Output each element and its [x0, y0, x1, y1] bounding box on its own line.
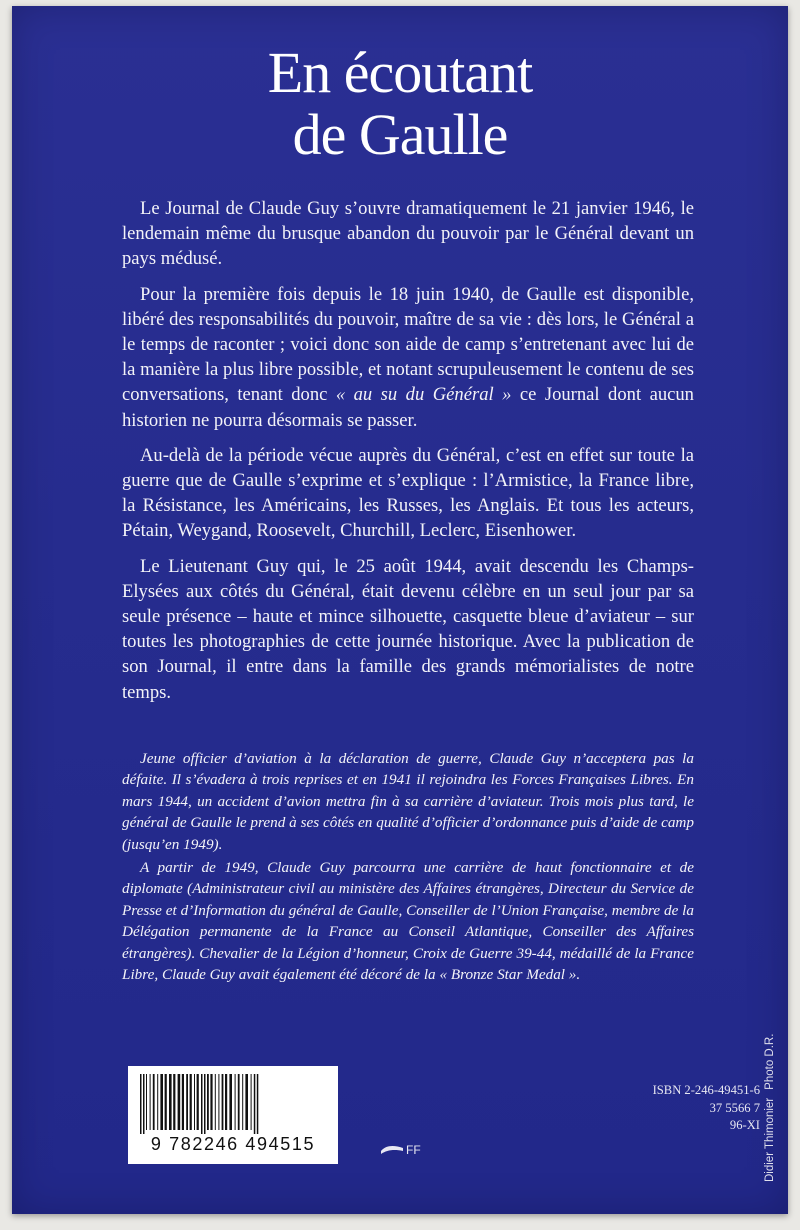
barcode-bar: [157, 1074, 158, 1130]
barcode-bar: [146, 1074, 147, 1130]
barcode-bar: [245, 1074, 248, 1130]
barcode-bar: [160, 1074, 163, 1130]
book-back-cover: [12, 6, 788, 1214]
publisher-logo-icon: [380, 1142, 404, 1156]
barcode-bar: [178, 1074, 181, 1130]
blurb-paragraph: Au-delà de la période vécue auprès du Général, c’est en effet sur toute la guerre que de Gaulle s’exprime et s’explique : l’Armistice, la France libre, la Résistance, les Américains, les Russes, les Anglais. Et tous les acteurs, Pétain, Weygand, Roosevelt, Churchill, Leclerc, Eisenhower.: [122, 444, 694, 542]
barcode-bar: [194, 1074, 195, 1130]
cover-credits: [764, 1034, 776, 1182]
blurb-text: Pour la première fois depuis le 18 juin 1940, de Gaulle est disponible, libéré des responsabilités du pouvoir, maître de sa vie : dès lors, le Général a le temps de raconter ; voici donc son aide de camp s’entretenant avec lui de la manière la plus libre possible, et notant scrupuleusement le contenu de ses conversations, tenant donc: [122, 283, 694, 406]
barcode-bar: [222, 1074, 224, 1130]
blurb: [122, 196, 694, 715]
author-bio: [122, 748, 694, 987]
barcode-bar: [150, 1074, 151, 1130]
photo-credit: Photo D.R.: [764, 1033, 776, 1090]
isbn-line: ISBN 2-246-49451-6: [652, 1083, 760, 1097]
blurb-paragraph: [122, 282, 694, 433]
publisher-logo-text: FF: [406, 1143, 421, 1157]
barcode-bar: [251, 1074, 252, 1130]
blurb-paragraph: Le Journal de Claude Guy s’ouvre dramatiquement le 21 janvier 1946, le lendemain même du brusque abandon du pouvoir par le Général devant un pays médusé.: [122, 198, 694, 270]
isbn-line: 96-XI: [729, 1118, 760, 1133]
barcode-bar: [204, 1074, 206, 1134]
barcode-bar: [242, 1074, 243, 1130]
barcode-bar: [215, 1074, 216, 1130]
barcode-bar: [173, 1074, 175, 1130]
barcode-bar: [210, 1074, 212, 1130]
bio-paragraph: A partir de 1949, Claude Guy parcourra une carrière de haut fonctionnaire et de diplomate (Administrateur civil au ministère des Affaires étrangères, Directeur du Service de Presse et d’Information du général de Gaulle, Conseiller de l’Union Française, membre de la Délégation permanente de la France au Conseil Atlantique, Conseiller des Affaires étrangères). Chevalier de la Légion d’honneur, Croix de Guerre 39-44, médaillé de la France Libre, Claude Guy avait également été décoré de la « Bronze Star Medal ».: [122, 859, 694, 984]
barcode-bar: [229, 1074, 232, 1130]
barcode-bar: [225, 1074, 227, 1130]
barcode-bar: [207, 1074, 209, 1130]
barcode-bar: [257, 1074, 259, 1134]
barcode-bar: [235, 1074, 236, 1130]
publisher-logo: [380, 1142, 424, 1160]
blurb-text: ce Journal dont aucun historien ne pourra désormais se passer.: [122, 384, 694, 431]
title-line-1: En écoutant: [267, 40, 533, 105]
barcode-bar: [197, 1074, 199, 1130]
barcode-bar: [238, 1074, 240, 1130]
barcode-bars: [138, 1074, 328, 1134]
barcode-bar: [165, 1074, 167, 1130]
barcode-bar: [254, 1074, 256, 1134]
barcode-bar: [218, 1074, 219, 1130]
designer-credit: Didier Thimonier: [764, 1097, 776, 1182]
isbn-line: 37 5566 7: [709, 1100, 760, 1115]
barcode-bar: [143, 1074, 145, 1134]
barcode-bar: [182, 1074, 184, 1130]
barcode-bar: [186, 1074, 188, 1130]
title-line-2: de Gaulle: [292, 102, 508, 167]
bio-paragraph: Jeune officier d’aviation à la déclaration de guerre, Claude Guy n’acceptera pas la défaite. Il s’évadera à trois reprises et en 1941 il rejoindra les Forces Françaises Libres. En mars 1944, un accident d’avion mettra fin à sa carrière d’aviateur. Trois mois plus tard, le général de Gaulle le prend à ses côtés en qualité d’officier d’ordonnance puis d’aide de camp (jusqu’en 1949).: [122, 750, 694, 853]
barcode-bar: [140, 1074, 142, 1134]
isbn-block: [653, 1082, 760, 1135]
book-title: [12, 42, 788, 166]
barcode-digits: 9 782246 494515: [150, 1134, 316, 1154]
barcode-bar: [201, 1074, 203, 1134]
barcode-bar: [153, 1074, 155, 1130]
barcode-bar: [169, 1074, 172, 1130]
blurb-quote: « au su du Général »: [335, 384, 512, 406]
barcode: [128, 1066, 338, 1164]
blurb-paragraph: Le Lieutenant Guy qui, le 25 août 1944, avait descendu les Champs-Elysées aux côtés du Général, était devenu célèbre en un seul jour par sa seule présence – haute et mince silhouette, casquette bleue d’aviateur – sur toutes les photographies de cette journée historique. Avec la publication de son Journal, il entre dans la famille des grands mémorialistes de notre temps.: [122, 555, 694, 703]
barcode-bar: [190, 1074, 192, 1130]
